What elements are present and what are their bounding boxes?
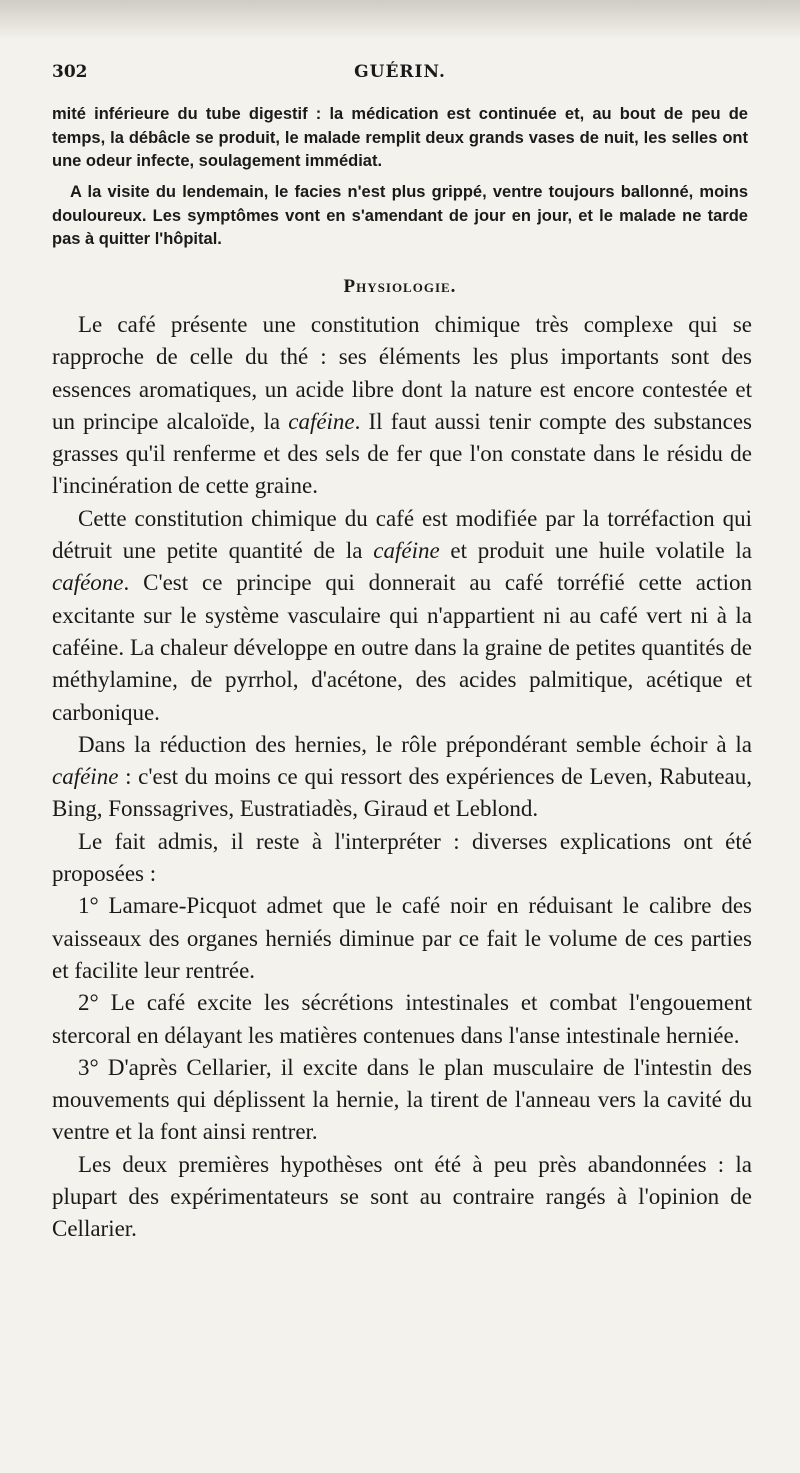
page-edge-shadow bbox=[0, 0, 800, 40]
case-note-paragraph-1: mité inférieure du tube digestif : la médication est continuée et, au bout de peu de temps, la débâcle se produit, le malade remplit deux grands vases de nuit, les selles ont une odeur infecte, soulagement immédiat. bbox=[52, 105, 748, 170]
paragraph-4: Le fait admis, il reste à l'interpréter : diverses explications ont été proposées : bbox=[52, 828, 752, 887]
case-note-paragraph-2: A la visite du lendemain, le facies n'est plus grippé, ventre toujours ballonné, moins douloureux. Les symptômes vont en s'amendant de jour en jour, et le malade ne tarde pas à quitter l'hôpital. bbox=[52, 183, 748, 248]
paragraph-5: 1° Lamare-Picquot admet que le café noir en réduisant le calibre des vaisseaux des organes herniés diminue par ce fait le volume de ces parties et facilite leur rentrée. bbox=[52, 893, 752, 983]
paragraph-7: 3° D'après Cellarier, il excite dans le plan musculaire de l'intestin des mouvements qui déplissent la hernie, la tirent de l'anneau vers la cavité du ventre et la font ainsi rentrer. bbox=[52, 1054, 752, 1145]
italic-term: caféine bbox=[373, 538, 440, 564]
paragraph-6: 2° Le café excite les sécrétions intestinales et combat l'engouement stercoral en délayant les matières contenues dans l'anse intestinale herniée. bbox=[52, 990, 752, 1048]
paragraph-1: Le café présente une constitution chimique très complexe qui se rapproche de celle du thé : ses éléments les plus importants sont des essences aromatiques, un acide libre dont la nature est encore contestée et un principe alcaloïde, la caféine. Il faut aussi tenir compte des substances grasses qu'il renferme et des sels de fer que l'on constate dans le résidu de l'incinération de cette graine. bbox=[52, 312, 752, 499]
page-header bbox=[52, 62, 748, 86]
italic-term: caféone bbox=[52, 570, 124, 596]
paragraph-3: Dans la réduction des hernies, le rôle prépondérant semble échoir à la caféine : c'est du moins ce qui ressort des expériences de Leven, Rabuteau, Bing, Fonssagrives, Eustratiadès, Giraud et Leblond. bbox=[52, 731, 752, 822]
page-number: 302 bbox=[52, 62, 88, 82]
running-head: GUÉRIN. bbox=[354, 62, 446, 82]
paragraph-2: Cette constitution chimique du café est modifiée par la torréfaction qui détruit une petite quantité de la caféine et produit une huile volatile la caféone. C'est ce principe qui donnerait au café torréfié cette action excitante sur le système vasculaire qui n'appartient ni au café vert ni à la caféine. La chaleur développe en outre dans la graine de petites quantités de méthylamine, de pyrrhol, d'acétone, des acides palmitique, acétique et carbonique. bbox=[52, 505, 753, 725]
paragraph-8: Les deux premières hypothèses ont été à peu près abandonnées : la plupart des expérimentateurs se sont au contraire rangés à l'opinion de Cellarier. bbox=[52, 1151, 752, 1242]
section-title: Physiologie. bbox=[343, 276, 457, 297]
italic-term: caféine bbox=[288, 408, 355, 434]
italic-term: caféine bbox=[52, 764, 119, 790]
body-text bbox=[52, 309, 752, 1246]
